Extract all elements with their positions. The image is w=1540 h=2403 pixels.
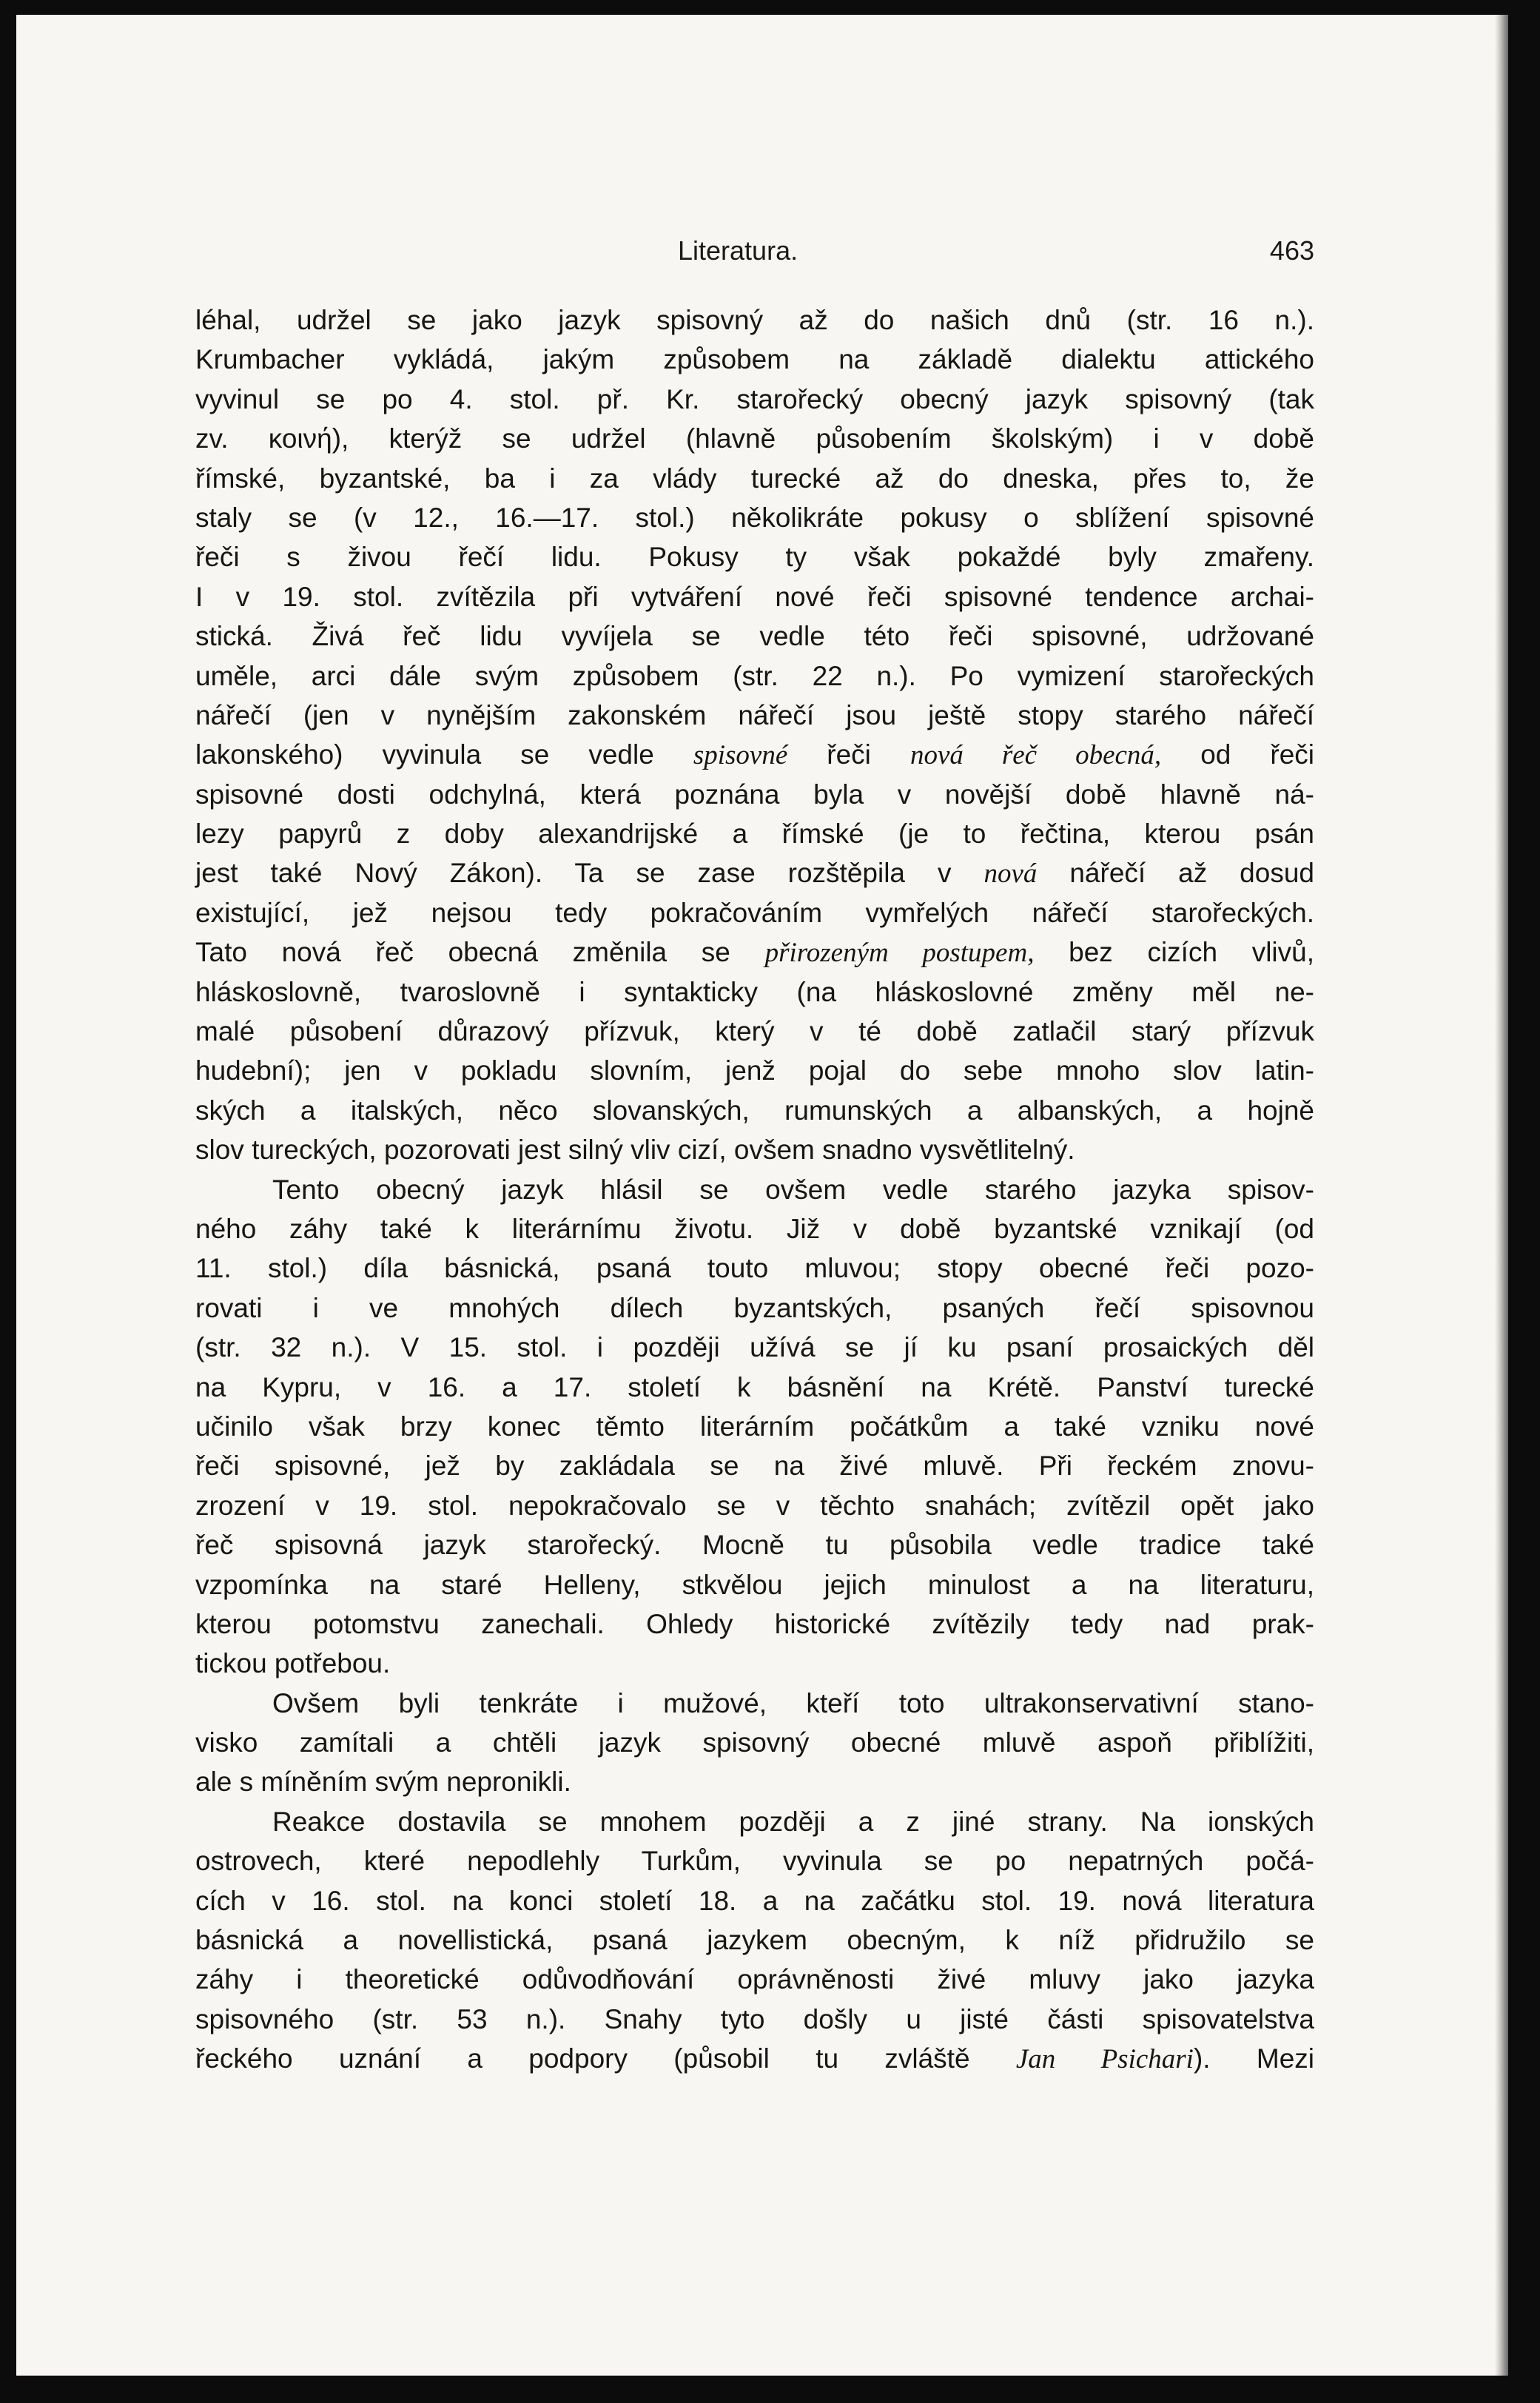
italic-term: Jan Psichari <box>1015 2044 1194 2075</box>
text-line: uměle, arci dále svým způsobem (str. 22 n.). Po vymizení starořeckých <box>195 660 1314 691</box>
text-line: léhal, udržel se jako jazyk spisovný až do našich dnů (str. 16 n.). <box>195 305 1314 335</box>
text-line: řeči s živou řečí lidu. Pokusy ty však pokaždé byly zmařeny. <box>195 542 1314 573</box>
italic-term: nová <box>983 858 1038 890</box>
text-line: visko zamítali a chtěli jazyk spisovný obecné mluvě aspoň přiblížiti, <box>195 1727 1314 1758</box>
text-line: cích v 16. stol. na konci století 18. a na začátku stol. 19. nová literatura <box>195 1885 1314 1916</box>
header-title: Literatura. <box>678 235 798 266</box>
text-line: malé působení důrazový přízvuk, který v té době zatlačil starý přízvuk <box>195 1016 1314 1047</box>
text-line: řeckého uznání a podpory (působil tu zvláště Jan Psichari). Mezi <box>195 2043 1315 2075</box>
text-line: spisovného (str. 53 n.). Snahy tyto došly u jisté části spisovatelstva <box>195 2003 1314 2034</box>
text-line: zrození v 19. stol. nepokračovalo se v těchto snahách; zvítězil opět jako <box>195 1490 1314 1521</box>
running-header <box>195 235 1314 266</box>
text-line: ských a italských, něco slovanských, rumunských a albanských, a hojně <box>195 1095 1314 1126</box>
text-line: 11. stol.) díla básnická, psaná touto mluvou; stopy obecné řeči pozo- <box>195 1253 1314 1284</box>
italic-term: přirozeným postupem, <box>764 938 1035 969</box>
italic-term: spisovné <box>693 740 788 771</box>
text-line: Tento obecný jazyk hlásil se ovšem vedle starého jazyka spisov- <box>272 1174 1314 1205</box>
text-line: jest také Nový Zákon). Ta se zase rozštěpila v nová nářečí až dosud <box>195 858 1314 890</box>
text-line: I v 19. stol. zvítězila při vytváření nové řeči spisovné tendence archai- <box>195 581 1314 612</box>
page-number: 463 <box>1269 235 1314 266</box>
text-line: Reakce dostavila se mnohem později a z jiné strany. Na ionských <box>272 1806 1314 1837</box>
text-line: slov tureckých, pozorovati jest silný vliv cizí, ovšem snadno vysvětlitelný. <box>195 1135 1075 1166</box>
text-line: záhy i theoretické odůvodňování oprávněnosti živé mluvy jako jazyka <box>195 1964 1314 1995</box>
text-line: tickou potřebou. <box>195 1648 391 1679</box>
text-line: staly se (v 12., 16.—17. stol.) několikráte pokusy o sblížení spisovné <box>195 502 1314 533</box>
text-line: spisovné dosti odchylná, která poznána byla v novější době hlavně ná- <box>195 779 1314 810</box>
italic-term: nová řeč obecná, <box>909 740 1162 771</box>
text-line: zv. κοινή), kterýž se udržel (hlavně působením školským) i v době <box>195 423 1314 454</box>
text-line: nářečí (jen v nynějším zakonském nářečí jsou ještě stopy starého nářečí <box>195 699 1314 730</box>
text-line: římské, byzantské, ba i za vlády turecké až do dneska, přes to, že <box>195 463 1314 494</box>
text-line: řeči spisovné, jež by zakládala se na živé mluvě. Při řeckém znovu- <box>195 1451 1314 1482</box>
text-line: ostrovech, které nepodlehly Turkům, vyvinula se po nepatrných počá- <box>195 1846 1314 1877</box>
text-line: lezy papyrů z doby alexandrijské a římské (je to řečtina, kterou psán <box>195 819 1314 850</box>
text-line: řeč spisovná jazyk starořecký. Mocně tu působila vedle tradice také <box>195 1530 1314 1561</box>
body-text <box>195 300 1314 2079</box>
text-line: hudební); jen v pokladu slovním, jenž pojal do sebe mnoho slov latin- <box>195 1055 1314 1086</box>
text-line: učinilo však brzy konec těmto literárním počátkům a také vzniku nové <box>195 1411 1314 1442</box>
book-page <box>16 15 1507 2376</box>
text-line: hláskoslovně, tvaroslovně i syntakticky (na hláskoslovné změny měl ne- <box>195 976 1314 1007</box>
text-line: Ovšem byli tenkráte i mužové, kteří toto ultrakonservativní stano- <box>272 1687 1314 1718</box>
text-line: rovati i ve mnohých dílech byzantských, psaných řečí spisovnou <box>195 1292 1314 1323</box>
text-line: básnická a novellistická, psaná jazykem obecným, k níž přidružilo se <box>195 1925 1314 1956</box>
text-line: kterou potomstvu zanechali. Ohledy historické zvítězily tedy nad prak- <box>195 1608 1314 1639</box>
text-line: vzpomínka na staré Helleny, stkvělou jejich minulost a na literaturu, <box>195 1569 1314 1600</box>
text-line: na Kypru, v 16. a 17. století k básnění na Krétě. Panství turecké <box>195 1371 1314 1402</box>
scan-edge <box>1495 15 1508 2376</box>
text-line: Tato nová řeč obecná změnila se přirozeným postupem, bez cizích vlivů, <box>195 937 1314 969</box>
text-line: (str. 32 n.). V 15. stol. i později užívá se jí ku psaní prosaických děl <box>195 1332 1314 1363</box>
text-line: ného záhy také k literárnímu životu. Již v době byzantské vznikají (od <box>195 1213 1314 1244</box>
text-line: lakonského) vyvinula se vedle spisovné řeči nová řeč obecná, od řeči <box>195 739 1315 771</box>
text-line: ale s míněním svým nepronikli. <box>195 1767 571 1798</box>
text-line: Krumbacher vykládá, jakým způsobem na základě dialektu attického <box>195 344 1314 375</box>
text-line: existující, jež nejsou tedy pokračováním vymřelých nářečí starořeckých. <box>195 897 1314 928</box>
text-line: vyvinul se po 4. stol. př. Kr. starořecký obecný jazyk spisovný (tak <box>195 383 1314 414</box>
text-line: stická. Živá řeč lidu vyvíjela se vedle této řeči spisovné, udržované <box>195 621 1314 652</box>
